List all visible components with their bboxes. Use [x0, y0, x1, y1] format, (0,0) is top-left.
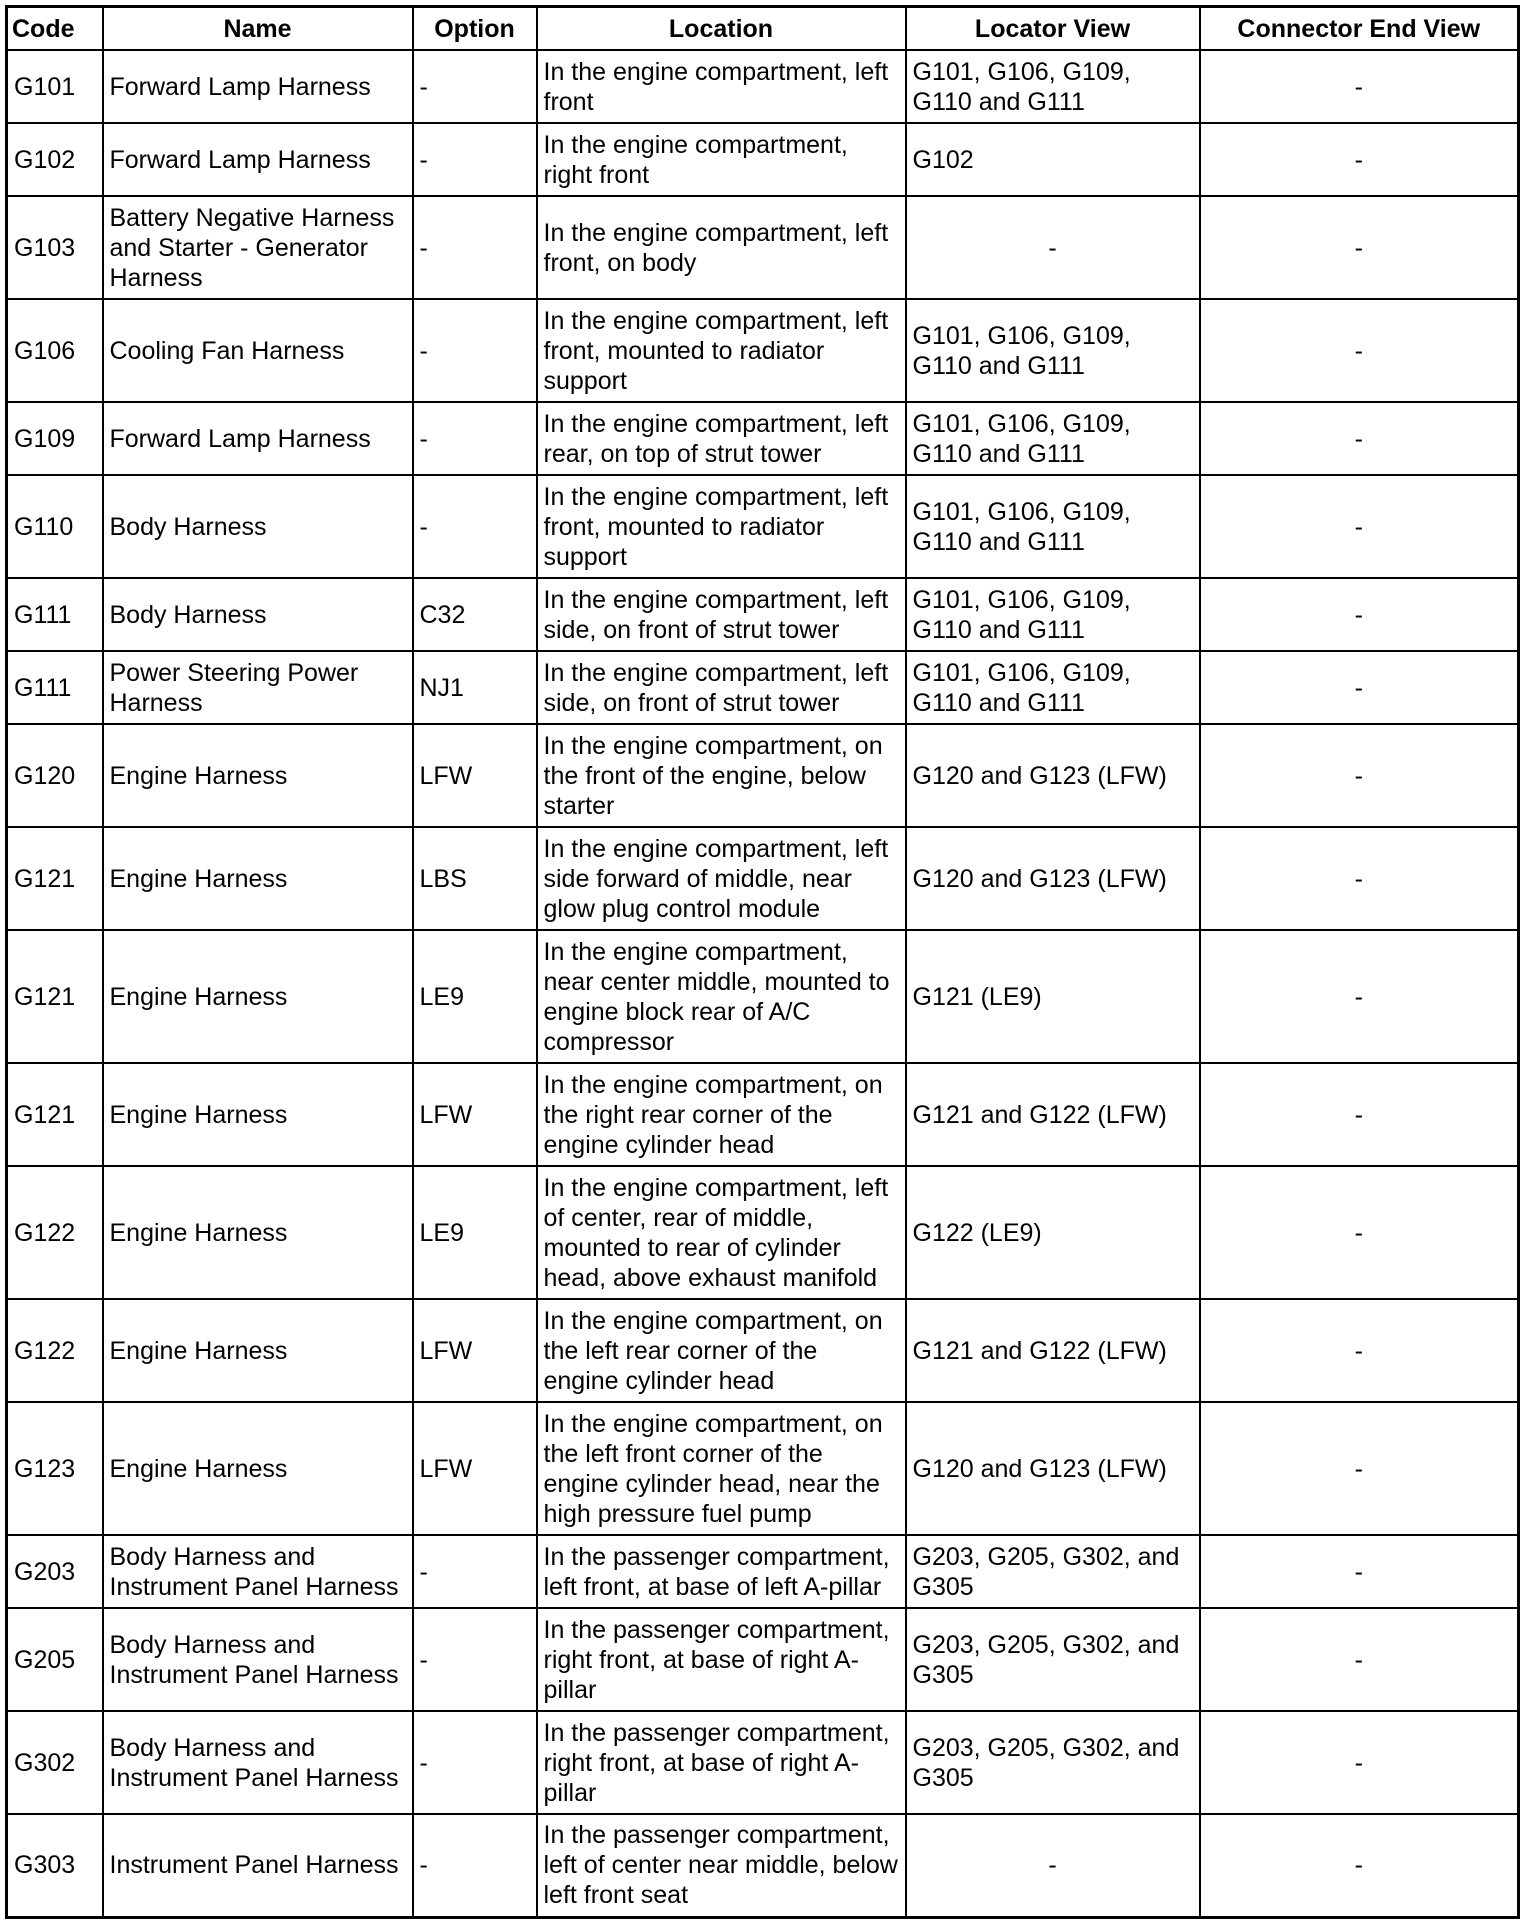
- cell-option: -: [413, 123, 537, 196]
- cell-name: Forward Lamp Harness: [103, 402, 413, 475]
- cell-location: In the engine compartment, on the right rear corner of the engine cylinder head: [537, 1063, 906, 1166]
- cell-code: G303: [7, 1814, 103, 1917]
- cell-location: In the passenger compartment, left front, at base of left A-pillar: [537, 1535, 906, 1608]
- table-row: [7, 651, 1519, 724]
- table-row: [7, 123, 1519, 196]
- cell-code: G110: [7, 475, 103, 578]
- cell-code: G121: [7, 827, 103, 930]
- cell-location: In the engine compartment, left of center, rear of middle, mounted to rear of cylinder head, above exhaust manifold: [537, 1166, 906, 1299]
- table-row: [7, 299, 1519, 402]
- cell-locator-view: -: [906, 1814, 1200, 1917]
- cell-location: In the engine compartment, left front, mounted to radiator support: [537, 475, 906, 578]
- cell-locator-view: G121 and G122 (LFW): [906, 1299, 1200, 1402]
- cell-option: LFW: [413, 1063, 537, 1166]
- table-row: [7, 1814, 1519, 1917]
- table-row: [7, 50, 1519, 123]
- table-row: [7, 930, 1519, 1063]
- cell-name: Forward Lamp Harness: [103, 123, 413, 196]
- cell-name: Forward Lamp Harness: [103, 50, 413, 123]
- cell-name: Engine Harness: [103, 1063, 413, 1166]
- cell-location: In the engine compartment, on the front of the engine, below starter: [537, 724, 906, 827]
- cell-option: LFW: [413, 1299, 537, 1402]
- header-connector-end-view: Connector End View: [1200, 7, 1519, 51]
- cell-name: Body Harness and Instrument Panel Harness: [103, 1535, 413, 1608]
- cell-location: In the engine compartment, near center middle, mounted to engine block rear of A/C compressor: [537, 930, 906, 1063]
- cell-option: -: [413, 50, 537, 123]
- cell-connector-end-view: -: [1200, 724, 1519, 827]
- cell-locator-view: G203, G205, G302, and G305: [906, 1711, 1200, 1814]
- cell-name: Engine Harness: [103, 1402, 413, 1535]
- cell-locator-view: G101, G106, G109, G110 and G111: [906, 299, 1200, 402]
- cell-name: Engine Harness: [103, 724, 413, 827]
- table-row: [7, 1711, 1519, 1814]
- cell-location: In the passenger compartment, right front, at base of right A-pillar: [537, 1608, 906, 1711]
- cell-locator-view: G101, G106, G109, G110 and G111: [906, 475, 1200, 578]
- cell-code: G106: [7, 299, 103, 402]
- cell-code: G109: [7, 402, 103, 475]
- cell-option: C32: [413, 578, 537, 651]
- cell-code: G101: [7, 50, 103, 123]
- cell-option: LFW: [413, 1402, 537, 1535]
- cell-code: G103: [7, 196, 103, 299]
- cell-code: G302: [7, 1711, 103, 1814]
- cell-connector-end-view: -: [1200, 196, 1519, 299]
- cell-name: Cooling Fan Harness: [103, 299, 413, 402]
- cell-option: -: [413, 402, 537, 475]
- cell-connector-end-view: -: [1200, 50, 1519, 123]
- cell-location: In the engine compartment, left side forward of middle, near glow plug control module: [537, 827, 906, 930]
- table-row: [7, 827, 1519, 930]
- cell-connector-end-view: -: [1200, 1535, 1519, 1608]
- header-code: Code: [7, 7, 103, 51]
- cell-name: Engine Harness: [103, 827, 413, 930]
- table-row: [7, 1063, 1519, 1166]
- cell-location: In the engine compartment, left front, on body: [537, 196, 906, 299]
- cell-name: Battery Negative Harness and Starter - Generator Harness: [103, 196, 413, 299]
- cell-option: -: [413, 1608, 537, 1711]
- cell-locator-view: G120 and G123 (LFW): [906, 724, 1200, 827]
- cell-locator-view: G203, G205, G302, and G305: [906, 1608, 1200, 1711]
- cell-locator-view: G101, G106, G109, G110 and G111: [906, 578, 1200, 651]
- cell-option: -: [413, 1711, 537, 1814]
- cell-option: LFW: [413, 724, 537, 827]
- cell-location: In the engine compartment, left side, on front of strut tower: [537, 578, 906, 651]
- cell-name: Body Harness and Instrument Panel Harness: [103, 1608, 413, 1711]
- cell-locator-view: G121 (LE9): [906, 930, 1200, 1063]
- cell-locator-view: G101, G106, G109, G110 and G111: [906, 402, 1200, 475]
- cell-code: G121: [7, 930, 103, 1063]
- cell-name: Engine Harness: [103, 1166, 413, 1299]
- cell-name: Body Harness: [103, 578, 413, 651]
- table-row: [7, 1402, 1519, 1535]
- table-row: [7, 1535, 1519, 1608]
- cell-locator-view: G101, G106, G109, G110 and G111: [906, 50, 1200, 123]
- table-row: [7, 196, 1519, 299]
- cell-option: NJ1: [413, 651, 537, 724]
- table-row: [7, 402, 1519, 475]
- cell-option: LE9: [413, 930, 537, 1063]
- cell-option: LE9: [413, 1166, 537, 1299]
- cell-name: Engine Harness: [103, 930, 413, 1063]
- header-location: Location: [537, 7, 906, 51]
- cell-locator-view: G203, G205, G302, and G305: [906, 1535, 1200, 1608]
- cell-code: G121: [7, 1063, 103, 1166]
- cell-connector-end-view: -: [1200, 475, 1519, 578]
- cell-location: In the engine compartment, left rear, on top of strut tower: [537, 402, 906, 475]
- cell-locator-view: G121 and G122 (LFW): [906, 1063, 1200, 1166]
- cell-code: G122: [7, 1299, 103, 1402]
- cell-option: -: [413, 1814, 537, 1917]
- cell-code: G122: [7, 1166, 103, 1299]
- header-name: Name: [103, 7, 413, 51]
- cell-location: In the engine compartment, on the left rear corner of the engine cylinder head: [537, 1299, 906, 1402]
- cell-code: G205: [7, 1608, 103, 1711]
- cell-connector-end-view: -: [1200, 1814, 1519, 1917]
- cell-connector-end-view: -: [1200, 930, 1519, 1063]
- cell-option: -: [413, 1535, 537, 1608]
- cell-location: In the passenger compartment, left of center near middle, below left front seat: [537, 1814, 906, 1917]
- cell-locator-view: -: [906, 196, 1200, 299]
- table-row: [7, 1299, 1519, 1402]
- table-row: [7, 475, 1519, 578]
- header-option: Option: [413, 7, 537, 51]
- cell-connector-end-view: -: [1200, 1299, 1519, 1402]
- table-body: [7, 50, 1519, 1917]
- cell-connector-end-view: -: [1200, 123, 1519, 196]
- ground-locations-table: [5, 5, 1520, 1919]
- cell-name: Engine Harness: [103, 1299, 413, 1402]
- cell-connector-end-view: -: [1200, 651, 1519, 724]
- table-row: [7, 724, 1519, 827]
- cell-connector-end-view: -: [1200, 827, 1519, 930]
- cell-name: Instrument Panel Harness: [103, 1814, 413, 1917]
- cell-name: Body Harness: [103, 475, 413, 578]
- cell-connector-end-view: -: [1200, 578, 1519, 651]
- cell-connector-end-view: -: [1200, 402, 1519, 475]
- header-locator-view: Locator View: [906, 7, 1200, 51]
- cell-location: In the engine compartment, on the left front corner of the engine cylinder head, near the high pressure fuel pump: [537, 1402, 906, 1535]
- cell-connector-end-view: -: [1200, 1063, 1519, 1166]
- cell-locator-view: G120 and G123 (LFW): [906, 1402, 1200, 1535]
- cell-name: Body Harness and Instrument Panel Harness: [103, 1711, 413, 1814]
- cell-code: G120: [7, 724, 103, 827]
- cell-option: LBS: [413, 827, 537, 930]
- table-row: [7, 578, 1519, 651]
- cell-locator-view: G120 and G123 (LFW): [906, 827, 1200, 930]
- ground-locations-table-container: [5, 5, 1520, 1919]
- table-header-row: [7, 7, 1519, 51]
- cell-connector-end-view: -: [1200, 1711, 1519, 1814]
- cell-location: In the passenger compartment, right front, at base of right A-pillar: [537, 1711, 906, 1814]
- cell-locator-view: G122 (LE9): [906, 1166, 1200, 1299]
- cell-location: In the engine compartment, left front, mounted to radiator support: [537, 299, 906, 402]
- cell-connector-end-view: -: [1200, 1166, 1519, 1299]
- cell-location: In the engine compartment, left side, on front of strut tower: [537, 651, 906, 724]
- cell-connector-end-view: -: [1200, 299, 1519, 402]
- cell-location: In the engine compartment, right front: [537, 123, 906, 196]
- cell-code: G102: [7, 123, 103, 196]
- cell-code: G111: [7, 651, 103, 724]
- cell-name: Power Steering Power Harness: [103, 651, 413, 724]
- cell-code: G203: [7, 1535, 103, 1608]
- cell-location: In the engine compartment, left front: [537, 50, 906, 123]
- cell-code: G111: [7, 578, 103, 651]
- table-row: [7, 1166, 1519, 1299]
- cell-locator-view: G102: [906, 123, 1200, 196]
- table-row: [7, 1608, 1519, 1711]
- cell-option: -: [413, 299, 537, 402]
- cell-connector-end-view: -: [1200, 1608, 1519, 1711]
- cell-connector-end-view: -: [1200, 1402, 1519, 1535]
- cell-option: -: [413, 196, 537, 299]
- cell-locator-view: G101, G106, G109, G110 and G111: [906, 651, 1200, 724]
- cell-code: G123: [7, 1402, 103, 1535]
- cell-option: -: [413, 475, 537, 578]
